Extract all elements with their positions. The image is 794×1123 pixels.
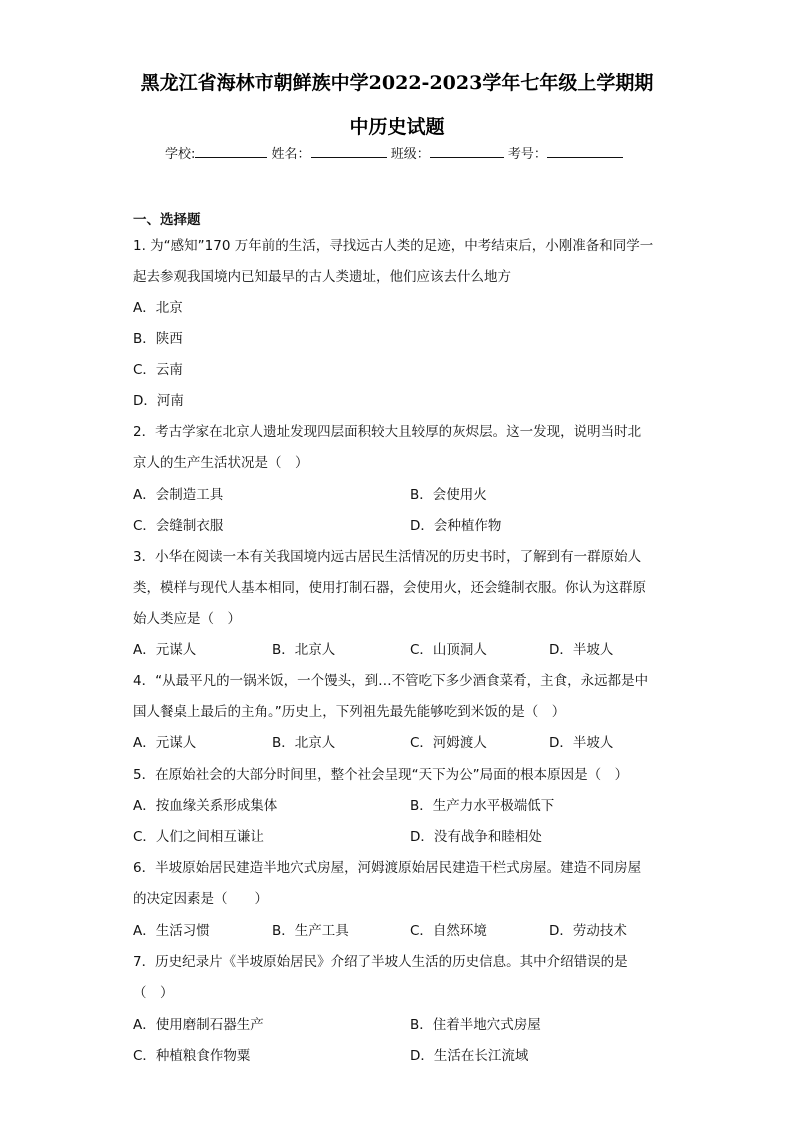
school-blank[interactable] [195,145,267,158]
school-label: 学校: [165,147,196,162]
student-info-line [165,143,623,162]
exam-title-line2: 中历史试题 [349,116,445,138]
question-line: 类，模样与现代人基本相同，使用打制石器，会使用火，还会缝制衣服。你认为这群原 [133,580,646,596]
question-line: 4．“从最平凡的一锅米饭，一个馒头，到…不管吃下多少酒食菜肴，主食，永远都是中 [133,673,649,689]
number-label: 考号： [507,147,547,162]
option-c: C．人们之间相互谦让 [133,829,264,845]
number-blank[interactable] [547,145,623,158]
exam-title-line1: 黑龙江省海林市朝鲜族中学2022-2023学年七年级上学期期 [140,72,654,94]
question-line: 7．历史纪录片《半坡原始居民》介绍了半坡人生活的历史信息。其中介绍错误的是 [133,954,628,970]
option-a: A．会制造工具 [133,487,224,503]
option-c: C．河姆渡人 [410,735,487,751]
option-a: A．元谋人 [133,735,197,751]
option-b: B．陕西 [133,331,183,347]
section-heading: 一、选择题 [133,212,201,228]
question-line: （ ） [133,985,174,1001]
option-d: D．半坡人 [549,735,614,751]
question-line: 1. 为“感知”170 万年前的生活，寻找远古人类的足迹，中考结束后，小刚准备和同学一 [133,238,654,254]
question-line: 3．小华在阅读一本有关我国境内远古居民生活情况的历史书时，了解到有一群原始人 [133,549,642,565]
option-b: B．北京人 [272,735,336,751]
option-c: C．山顶洞人 [410,642,487,658]
option-b: B．生产力水平极端低下 [410,798,555,814]
question-line: 国人餐桌上最后的主角。”历史上，下列祖先最先能够吃到米饭的是（ ） [133,704,566,720]
option-d: D．半坡人 [549,642,614,658]
question-line: 始人类应是（ ） [133,611,241,627]
option-a: A．元谋人 [133,642,197,658]
option-a: A．生活习惯 [133,923,210,939]
option-d: D．河南 [133,393,184,409]
option-d: D．会种植作物 [410,518,502,534]
question-line: 的决定因素是（ ） [133,891,268,907]
option-c: C．种植粮食作物粟 [133,1048,251,1064]
option-d: D．没有战争和睦相处 [410,829,542,845]
option-b: B．生产工具 [272,923,349,939]
option-c: C．自然环境 [410,923,487,939]
option-b: B．住着半地穴式房屋 [410,1017,541,1033]
class-blank[interactable] [430,145,504,158]
option-d: D．生活在长江流域 [410,1048,529,1064]
question-line: 2．考古学家在北京人遗址发现四层面积较大且较厚的灰烬层。这一发现，说明当时北 [133,424,642,440]
option-a: A．使用磨制石器生产 [133,1017,264,1033]
option-d: D．劳动技术 [549,923,627,939]
question-line: 京人的生产生活状况是（ ） [133,455,309,471]
option-a: A．北京 [133,300,183,316]
question-line: 6．半坡原始居民建造半地穴式房屋，河姆渡原始居民建造干栏式房屋。建造不同房屋 [133,860,642,876]
option-a: A．按血缘关系形成集体 [133,798,278,814]
option-b: B．北京人 [272,642,336,658]
question-line: 5．在原始社会的大部分时间里，整个社会呈现“天下为公”局面的根本原因是（ ） [133,767,629,783]
option-b: B．会使用火 [410,487,487,503]
option-c: C．会缝制衣服 [133,518,224,534]
name-blank[interactable] [311,145,387,158]
name-label: 姓名： [271,147,311,162]
option-c: C．云南 [133,362,183,378]
question-line: 起去参观我国境内已知最早的古人类遗址，他们应该去什么地方 [133,269,511,285]
class-label: 班级： [390,147,430,162]
